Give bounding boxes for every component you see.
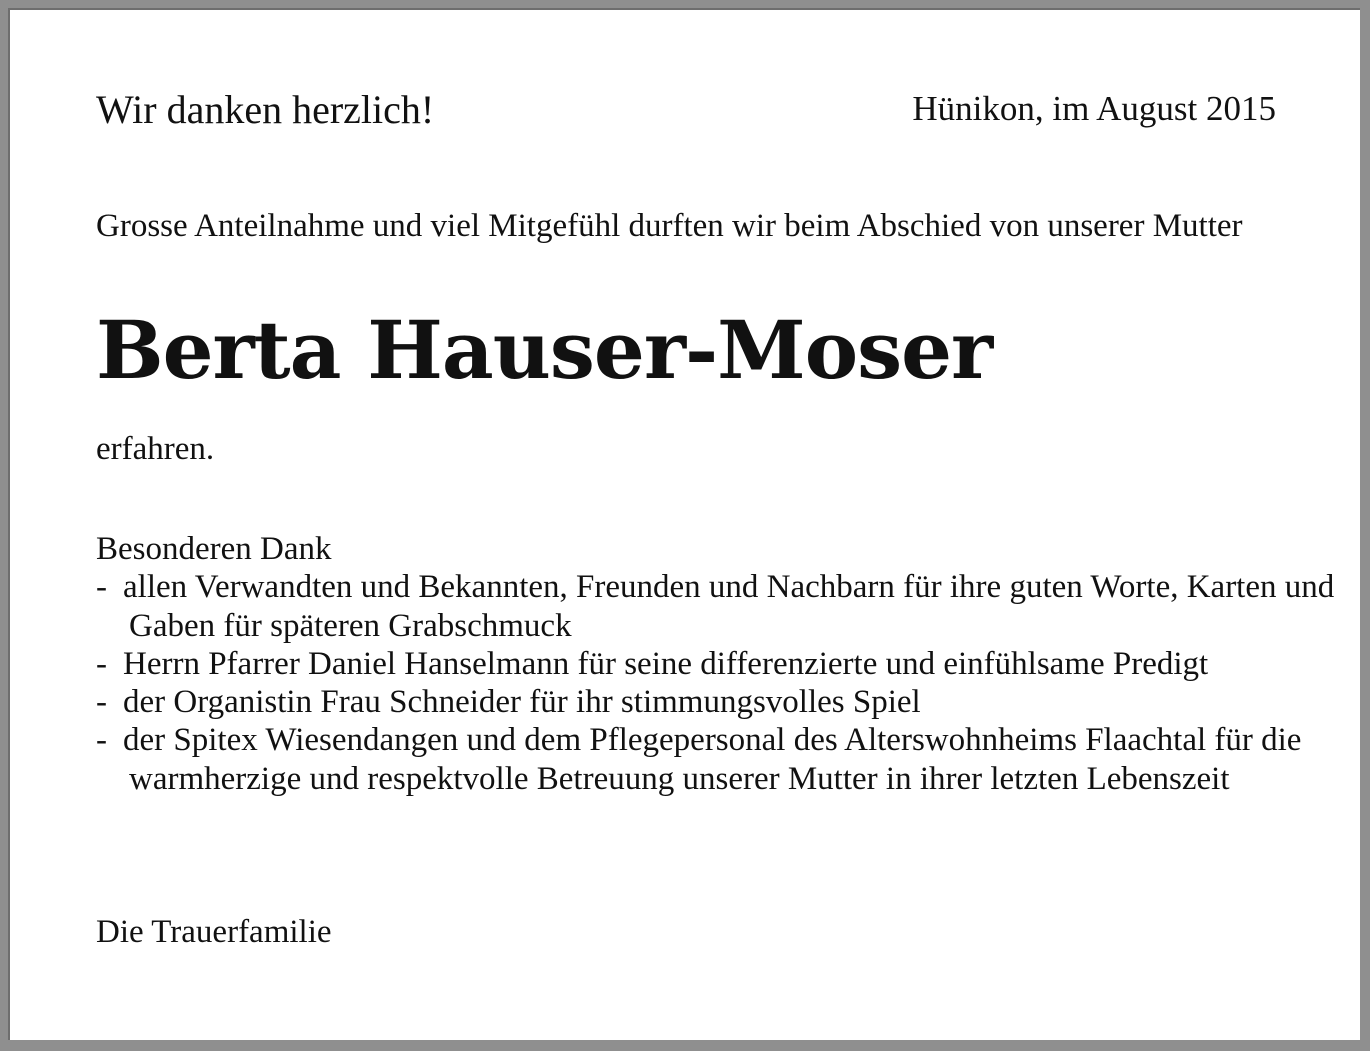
- thanks-section: [96, 530, 1336, 798]
- notice-heading: Wir danken herzlich!: [96, 87, 435, 132]
- thanks-item: [96, 721, 1336, 798]
- deceased-name: Berta Hauser-Moser: [96, 303, 993, 397]
- thanks-item-text: allen Verwandten und Bekannten, Freunden und Nachbarn für ihre guten Worte, Karten und Gaben für späteren Grabschmuck: [123, 569, 1335, 644]
- thanks-title: Besonderen Dank: [96, 531, 332, 567]
- intro-text: Grosse Anteilnahme und viel Mitgefühl durften wir beim Abschied von unserer Mutter: [96, 208, 1243, 244]
- dash-bullet: -: [96, 645, 107, 682]
- dash-bullet: -: [96, 684, 107, 721]
- place-date: Hünikon, im August 2015: [912, 89, 1276, 128]
- thanks-item: [96, 568, 1336, 645]
- thanks-item-text: der Organistin Frau Schneider für ihr stimmungsvolles Spiel: [123, 684, 921, 721]
- thanks-item-text: Herrn Pfarrer Daniel Hanselmann für seine differenzierte und einfühlsame Predigt: [123, 645, 1209, 682]
- intro-continuation: erfahren.: [96, 431, 215, 467]
- dash-bullet: -: [96, 569, 107, 606]
- signature: Die Trauerfamilie: [96, 914, 332, 950]
- thanks-item-text: der Spitex Wiesendangen und dem Pflegepersonal des Alterswohnheims Flaachtal für die warmherzige und respektvolle Betreuung unserer Mutter in ihrer letzten Lebenszeit: [123, 722, 1302, 797]
- dash-bullet: -: [96, 722, 107, 759]
- thanks-item: [96, 683, 1336, 721]
- obituary-notice: [8, 8, 1360, 1040]
- thanks-item: [96, 645, 1336, 683]
